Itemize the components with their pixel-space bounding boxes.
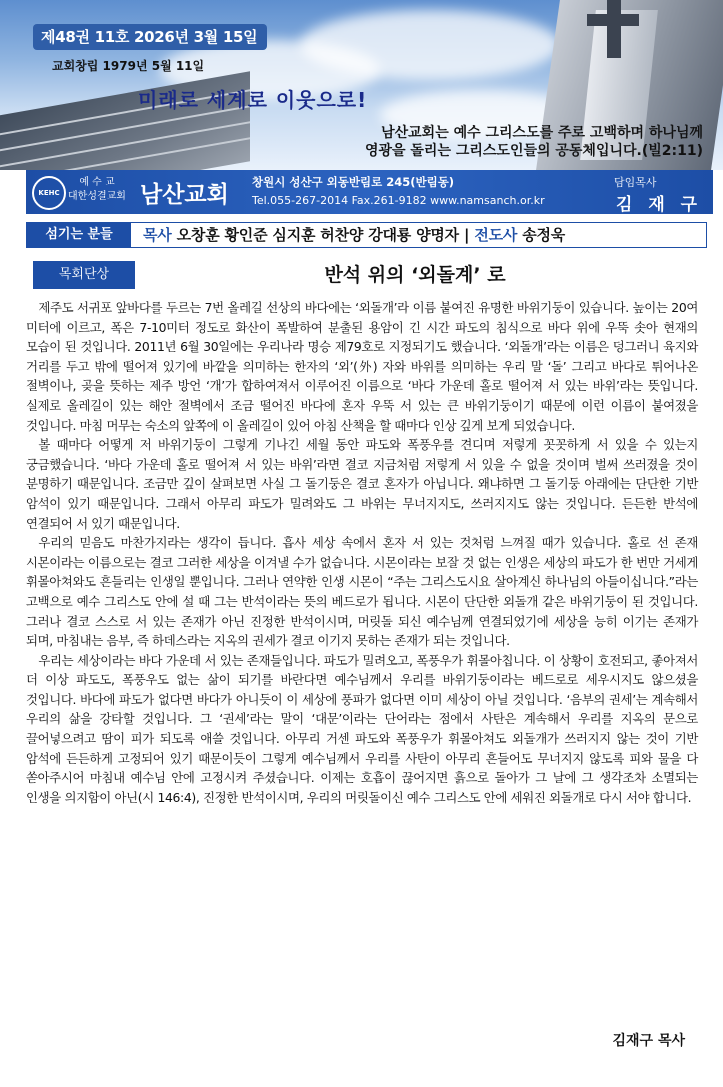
paragraph: 우리의 믿음도 마찬가지라는 생각이 듭니다. 흡사 세상 속에서 혼자 서 있는 것처럼 느껴질 때가 있습니다. 홀로 선 존재 시몬이라는 이름으로는 결코 그러한 세상을 이겨낼 수가 없습니다. 시몬이라는 보잘 것 없는 인생은 세상의 파도가 한 번만 거세게 휘몰아쳐와도 흔들리는 인생일 뿐입니다. 그러나 연약한 인생 시몬이 “주는 그리스도시요 살아계신 하나님의 아들이십니다.”라는 고백으로 예수 그리스도 안에 설 때 그는 반석이라는 뜻의 베드로가 됩니다. 시몬이 단단한 외돌개 같은 바위기둥이 된 것입니다. 그러나 결코 스스로 서 있는 존재가 아닌 진정한 반석이시며, 머릿돌 되신 예수님께 연결되었기에 세상을 능히 이기는 존재가 되며, 마침내는 음부, 즉 하데스라는 지옥의 권세가 결코 이기지 못하는 존재가 되는 것입니다. (26, 535, 698, 649)
vision-line: 남산교회는 예수 그리스도를 주로 고백하며 하나님께 (381, 125, 703, 141)
church-logo-icon: KEHC (32, 176, 66, 210)
ministers-list (143, 223, 565, 247)
article-title: 반석 위의 ‘외돌계’ 로 (324, 264, 506, 286)
denomination-line: 예 수 교 (79, 177, 115, 188)
section-tag: 목회단상 (33, 261, 135, 289)
paragraph: 제주도 서귀포 앞바다를 두르는 7번 올레길 선상의 바다에는 ‘외돌개’라 이름 붙여진 유명한 바위기둥이 있습니다. 높이는 20여 미터에 이르고, 폭은 7-10미터 정도로 화산이 폭발하여 분출된 용암이 긴 시간 파도의 침식으로 바다 위에 우뚝 솟아 현재의 모습이 된 것입니다. 2011년 6월 30일에는 우리나라 명승 제79호로 지정되기도 했습니다. ‘외돌개’라는 이름은 덩그러니 육지와 거리를 두고 밖에 떨어져 있기에 바깥을 의미하는 한자의 ‘외’(外) 자와 바위를 의미하는 우리 말 ‘돌’ 그리고 바다로 튀어나온 절벽이나, 곶을 뜻하는 제주 방언 ‘개’가 합하여져서 이루어진 이름으로 ‘바다 가운데 홀로 떨어져 서 있는 바위’라는 뜻입니다. 실제로 올레길이 있는 해안 절벽에서 조금 떨어진 바다에 혼자 우뚝 서 있는 큰 바위기둥이기 때문에 이런 이름이 붙여졌을 것입니다. 마침 머무는 숙소의 앞쪽에 이 올레길이 있어 아침 산책을 할 때마다 인상 깊게 보게 되었습니다. (26, 300, 698, 433)
cloud-shape (300, 10, 560, 80)
pastor-name: 김 재 구 (616, 195, 703, 215)
pastor-names: 오창훈 황인준 심지훈 허찬양 강대룡 양명자 (176, 226, 459, 244)
founding-date: 교회창립 1979년 5월 11일 (52, 59, 205, 73)
cross-icon (607, 0, 621, 58)
church-name: 남산교회 (140, 181, 229, 208)
motto: 미래로 세계로 이웃으로! (138, 88, 368, 112)
cross-icon-bar (587, 14, 639, 26)
pastor-role: 담임목사 (614, 176, 657, 189)
ministers-row (26, 222, 707, 248)
article-body (26, 298, 698, 807)
church-info-bar (26, 170, 713, 214)
header-banner (0, 0, 723, 170)
separator: | (464, 226, 470, 244)
denomination (68, 176, 126, 204)
church-contact[interactable]: Tel.055-267-2014 Fax.261-9182 www.namsanch.or.kr (252, 194, 545, 207)
paragraph: 볼 때마다 어떻게 저 바위기둥이 그렇게 기나긴 세월 동안 파도와 폭풍우를 견디며 저렇게 꼿꼿하게 서 있을 수 있는지 궁금했습니다. ‘바다 가운데 홀로 떨어져 서 있는 바위’라면 결코 지금처럼 저렇게 서 있을 수 없을 것이며 벌써 쓰러졌을 것이 분명하기 때문입니다. 조금만 깊이 살펴보면 사실 그 돌기둥은 결코 혼자가 아닙니다. 왜냐하면 그 돌기둥 아래에는 단단한 기반 암석이 있기 때문입니다. 그래서 아무리 파도가 밀려와도 그 바위는 무너지지도, 쓰러지지도 않는 것입니다. 든든한 반석에 연결되어 서 있기 때문입니다. (26, 437, 698, 531)
ministers-label: 섬기는 분들 (27, 223, 131, 247)
evangelist-name: 송정욱 (522, 226, 566, 244)
author-signature: 김재구 목사 (612, 1033, 685, 1049)
issue-info: 제48권 11호 2026년 3월 15일 (33, 24, 267, 50)
vision-line: 영광을 돌리는 그리스도인들의 공동체입니다.(빌2:11) (364, 143, 703, 159)
evangelist-role-label: 전도사 (474, 226, 518, 244)
paragraph: 우리는 세상이라는 바다 가운데 서 있는 존재들입니다. 파도가 밀려오고, 폭풍우가 휘몰아칩니다. 이 상황이 호전되고, 좋아져서 더 이상 파도도, 폭풍우도 없는 삶이 되기를 바란다면 예수님께서 우리를 바위기둥이라는 베드로로 세우시지도 않으셨을 것입니다. 바다에 파도가 없다면 바다가 아니듯이 이 세상에 풍파가 없다면 이미 세상이 아닐 것입니다. ‘음부의 권세’는 계속해서 우리의 삶을 강타할 것입니다. 그 ‘권세’라는 말이 ‘대문’이라는 단어라는 점에서 사탄은 계속해서 우리를 지옥의 문으로 끌어넣으려고 땀이 피가 되도록 애쓸 것입니다. 아무리 거센 파도와 폭풍우가 휘몰아쳐도 외돌개가 쓰러지지 않는 것이 기반 암석에 든든하게 고정되어 있기 때문이듯이 그렇게 예수님께서 우리를 사탄이 아무리 흔들어도 무너지지 않도록 피와 물을 다 쏟아주시어 마침내 예수님 안에 고정시켜 주셨습니다. 이제는 호흡이 끊어지면 흙으로 돌아가 그 날에 그 생각조차 소멸되는 인생을 의지함이 아닌(시 146:4), 진정한 반석이시며, 우리의 머릿돌이신 예수 그리스도 안에 세워진 외돌개로 다시 서야 합니다. (26, 652, 698, 805)
denomination-line: 대한성결교회 (68, 191, 126, 202)
pastor-role-label: 목사 (143, 226, 172, 244)
vision-statement (338, 124, 703, 160)
church-address: 창원시 성산구 외동반림로 245(반림동) (252, 175, 455, 189)
